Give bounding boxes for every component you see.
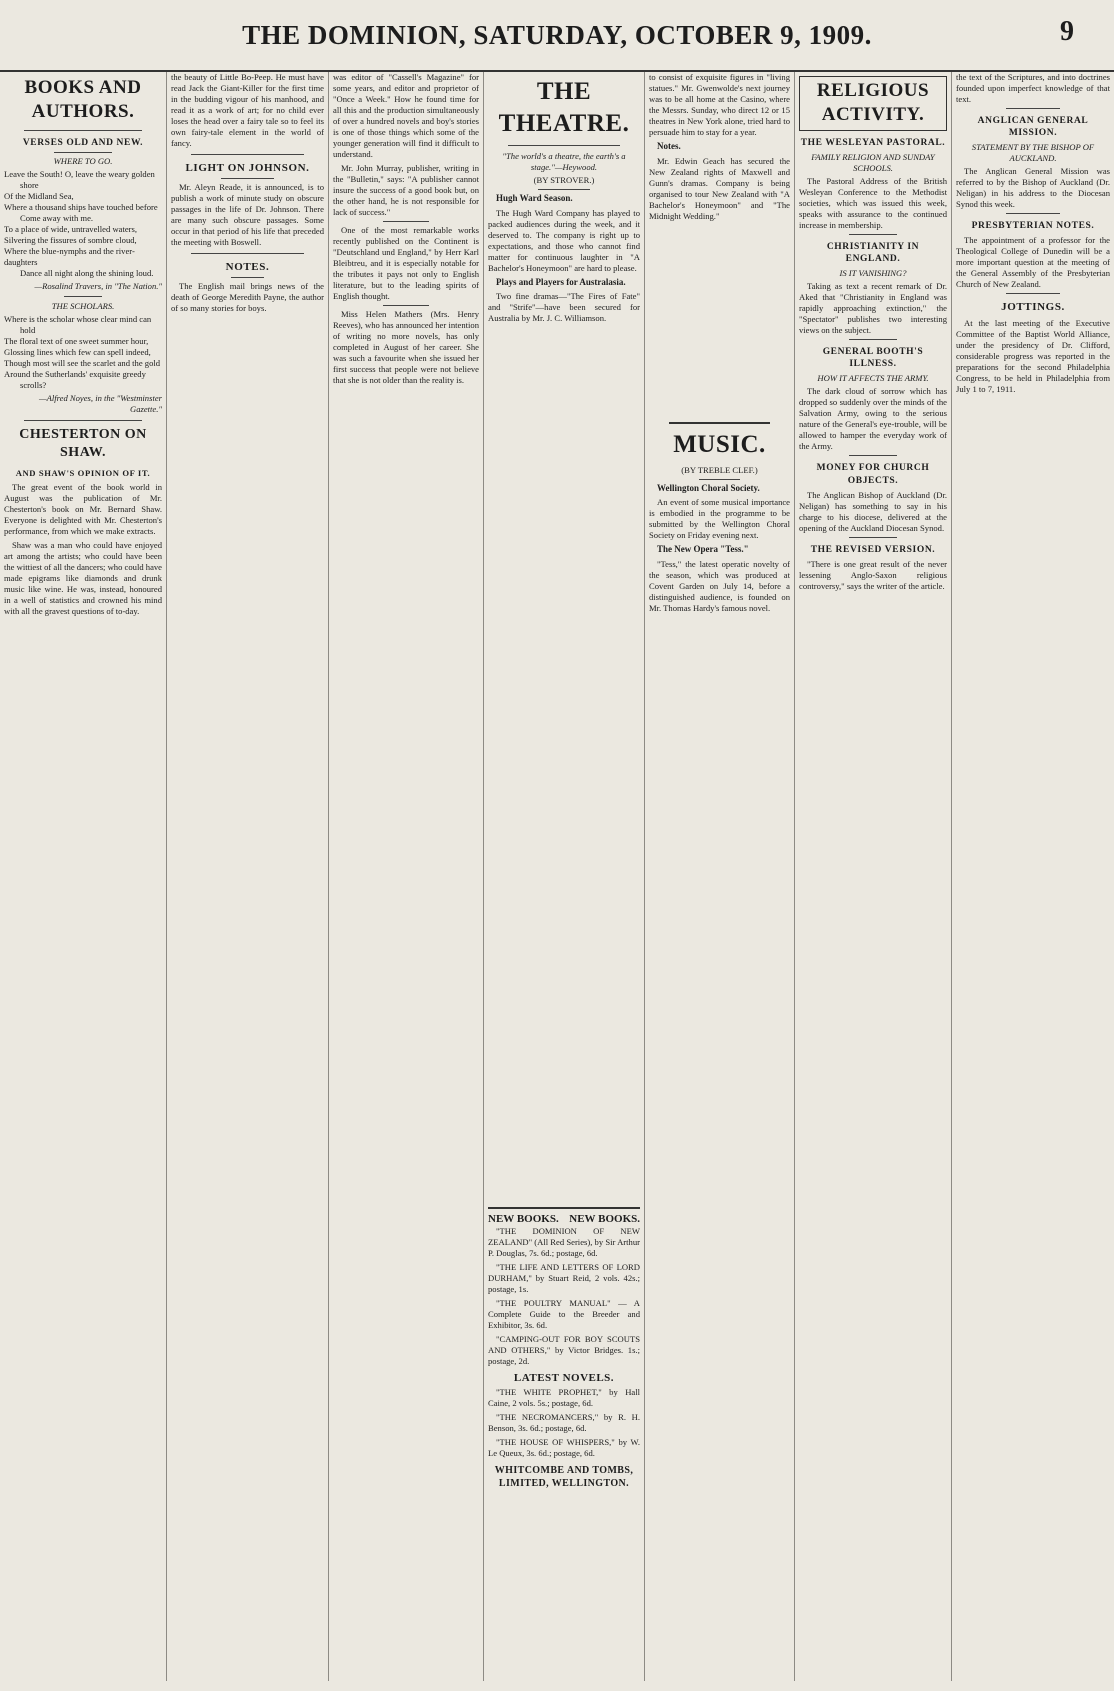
page-number: 9 [1060,16,1074,47]
divider [849,234,897,235]
article-paragraph: The Anglican Bishop of Auckland (Dr. Neligan) has something to say in his charge to his diocese, delivered at the opening of the Auckland Diocesan Synod. [799,489,947,533]
column-religious-notes [952,72,1114,1681]
poem-line: The floral text of one sweet summer hour, [4,335,149,346]
divider [54,152,112,153]
divider [669,422,770,424]
section-title-light-on-johnson: LIGHT ON JOHNSON. [185,162,310,174]
column-religious-activity [795,72,952,1681]
run-in-heading: Hugh Ward Season. [496,193,573,203]
article-paragraph: The dark cloud of sorrow which has dropped so suddenly over the minds of the Salvation Army, owing to the serious nature of the General's eye-trouble, will be allowed to hamper the everyday work of the Army. [799,386,947,452]
article-paragraph: The Anglican General Mission was referred to by the Bishop of Auckland (Dr. Neligan) in his address to the Diocesan Synod this week. [956,166,1110,210]
article-paragraph: Two fine dramas—"The Fires of Fate" and "Strife"—have been secured for Australia by Mr. J. C. Williamson. [488,291,640,324]
article-heading: MONEY FOR CHURCH OBJECTS. [816,463,930,486]
column-books-continued [167,72,329,1681]
article-title-chesterton: CHESTERTON ON SHAW. [19,426,147,460]
divider [383,221,429,222]
poem-line: To a place of wide, untravelled waters, [4,223,138,234]
divider [1006,108,1060,109]
divider [64,296,102,297]
poem-heading: VERSES OLD AND NEW. [22,137,144,148]
poem-line: Dance all night along the shining loud. [20,267,154,278]
divider [24,130,142,131]
article-subheading: STATEMENT BY THE BISHOP OF AUCKLAND. [971,142,1095,164]
divider [849,339,897,340]
music-byline: (BY TREBLE CLEF.) [681,464,758,475]
theatre-motto: "The world's a theatre, the earth's a stage."—Heywood. [502,151,626,172]
poem-line: Of the Midland Sea, [4,190,74,201]
run-in-heading: Wellington Choral Society. [657,482,760,493]
article-paragraph: Miss Helen Mathers (Mrs. Henry Reeves), who has announced her intention of writing no more novels, has only completed in August of her career. She was such a favourite when she issued her first success that people were not believe that she is not older than the reality is. [333,309,479,385]
article-paragraph: "Tess," the latest operatic novelty of the season, which was produced at Covent Garden on July 14, before a distinguished audience, is founded on Mr. Thomas Hardy's famous novel. [649,558,790,613]
divider [231,277,264,278]
article-heading: GENERAL BOOTH'S ILLNESS. [822,347,924,370]
poem-line: Around the Sutherlands' exquisite greedy [4,368,146,379]
article-heading: THE WESLEYAN PASTORAL. [800,137,946,148]
ad-book-listing: "CAMPING-OUT FOR BOY SCOUTS AND OTHERS," by Victor Bridges. 1s.; postage, 2d. [488,1334,640,1367]
article-paragraph: The English mail brings news of the death of George Meredith Payne, the author of so many stories for boys. [171,281,324,314]
article-paragraph: Taking as text a recent remark of Dr. Aked that "Christianity in England was rapidly approaching extinction," the "Spectator" publishes two interesting views on the subject. [799,281,947,336]
divider [849,537,897,538]
ad-header-right: NEW BOOKS. [569,1213,640,1225]
section-title-religious-activity: RELIGIOUS ACTIVITY. [799,76,947,131]
section-title-music: MUSIC. [673,430,766,458]
article-paragraph: Shaw was a man who could have enjoyed art among the artists; who could have been the wittiest of all the dancers; who could have made epigrams like diamonds and drunk music like wine. He was, instead, honoured in a well of statistics and crowned his mind with all the gravest questions of to-day. [4,539,162,616]
article-paragraph: The Pastoral Address of the British Wesleyan Conference to the Methodist societies, which was issued this week, speaks with assurance to the continued increase in membership. [799,175,947,230]
theatre-byline: (BY STROVER.) [533,175,595,185]
divider [191,154,304,155]
poem1-body [4,169,162,279]
column-books-and-authors [0,72,167,1681]
ad-header-left: NEW BOOKS. [488,1213,559,1225]
poem-line: hold [20,324,36,335]
column-books-notes [329,72,484,1681]
poem1-attribution: —Rosalind Travers, in "The Nation." [34,280,162,291]
divider [191,253,304,254]
poem-line: Though most will see the scarlet and the gold [4,357,161,368]
article-paragraph: the beauty of Little Bo-Peep. He must have read Jack the Giant-Killer for the first time in the budding vigour of his manhood, and read it as a work of art; for no child ever loses the head over a fairy tale so to feel its own fairy-tale element in the world of fancy. [171,72,324,148]
article-subtitle-chesterton: AND SHAW'S OPINION OF IT. [15,467,151,478]
poem-line: Silvering the fissures of sombre cloud, [4,234,137,245]
article-paragraph: One of the most remarkable works recently published on the Continent is "Deutschland und England," by Herr Karl Bleibtreu, and it is especially notable for the tributes it pays not only to English literature, but to the leading spirits of English thought. [333,225,479,301]
divider [1006,213,1060,214]
divider [1006,293,1060,294]
divider [24,420,142,421]
article-subheading: IS IT VANISHING? [839,268,907,279]
article-heading: PRESBYTERIAN NOTES. [971,221,1095,232]
article-paragraph: "There is one great result of the never lessening Anglo-Saxon religious controversy," says the writer of the article. [799,558,947,591]
article-paragraph: Mr. John Murray, publisher, writing in the "Bulletin," says: "A publisher cannot insure the success of a good book but, on the other hand, he is not responsible for lack of success." [333,163,479,217]
masthead [0,0,1114,72]
article-paragraph: Mr. Aleyn Reade, it is announced, is to publish a work of minute study on obscure passages in the life of Dr. Johnson. There are many such obscure passages. Some occur in that period of his life that preceded the meeting with Boswell. [171,182,324,248]
bookseller-advertisement [488,1207,640,1491]
ad-book-listing: "THE HOUSE OF WHISPERS," by W. Le Queux, 3s. 6d.; postage, 6d. [488,1437,640,1459]
poem-line: Where is the scholar whose clear mind can [4,313,152,324]
column-theatre [484,72,645,1681]
article-heading: THE REVISED VERSION. [810,544,936,555]
column-theatre-music [645,72,795,1681]
article-paragraph: An event of some musical importance is embodied in the programme to be submitted by the Wellington Choral Society on Friday evening next. [649,497,790,541]
poem1-title: WHERE TO GO. [53,155,113,166]
poem2-body [4,314,162,391]
article-paragraph: The appointment of a professor for the Theological College of Dunedin will be a more important question at the meeting of the General Assembly of the Presbyterian Church of New Zealand. [956,235,1110,290]
run-in-heading: The New Opera "Tess." [657,544,749,555]
article-heading: JOTTINGS. [1001,301,1065,314]
section-title-notes: NOTES. [225,261,270,274]
divider [538,189,590,190]
poem-line: Come away with me. [20,212,94,223]
poem-line: shore [20,179,39,190]
ad-book-listing: "THE POULTRY MANUAL" — A Complete Guide to the Breeder and Exhibitor, 3s. 6d. [488,1298,640,1331]
ad-book-listing: "THE DOMINION OF NEW ZEALAND" (All Red Series), by Sir Arthur P. Douglas, 7s. 6d.; postage, 6d. [488,1226,640,1259]
ad-book-listing: "THE WHITE PROPHET," by Hall Caine, 2 vols. 5s.; postage, 6d. [488,1387,640,1409]
article-paragraph: The great event of the book world in August was the publication of Mr. Chesterton's book on Mr. Bernard Shaw. Everyone is delighted with Mr. Chesterton's performance, from which we make extracts. [4,481,162,536]
article-paragraph: At the last meeting of the Executive Committee of the Baptist World Alliance, under the presidency of Dr. Clifford, considerable progress was reported in the preparations for the second Philadelphia Congress, to be held in Philadelphia from July 1 to 7, 1911. [956,317,1110,394]
article-paragraph: Mr. Edwin Geach has secured the New Zealand rights of Maxwell and Gunn's dramas. Company is being organised to tour New Zealand with "A Bachelor's Honeymoon" and "The Midnight Wedding." [649,155,790,221]
divider [508,145,620,146]
article-paragraph: was editor of "Cassell's Magazine" for some years, and editor and proprietor of "Once a Week." How he found time for all this and the production simultaneously of over a hundred novels and boy's stories is one of those things which some of the younger generation will find it difficult to understand. [333,72,479,159]
article-paragraph: the text of the Scriptures, and into doctrines founded upon imperfect knowledge of that text. [956,72,1110,104]
poem2-attribution: —Alfred Noyes, in the "Westminster Gazette." [38,392,162,414]
run-in-heading: Plays and Players for Australasia. [496,276,626,287]
divider [221,178,274,179]
article-heading: ANGLICAN GENERAL MISSION. [977,116,1089,139]
article-subheading: HOW IT AFFECTS THE ARMY. [817,373,929,384]
divider [849,455,897,456]
article-paragraph: to consist of exquisite figures in "living statues." Mr. Gwenwolde's next journey was to be all home at the Casino, where the Messrs. Sunday, who direct 12 or 15 theatres in New York alone, tried hard to persuade him to stay for a year. [649,72,790,137]
poem-line: scrolls? [20,379,47,390]
page-title: THE DOMINION, SATURDAY, OCTOBER 9, 1909. [242,20,872,50]
poem-line: Where the blue-nymphs and the river-daughters [4,245,135,267]
run-in-heading: Notes. [657,141,681,151]
divider [383,305,429,306]
poem-line: Where a thousand ships have touched before [4,201,158,212]
article-heading: CHRISTIANITY IN ENGLAND. [826,241,920,264]
ad-book-listing: "THE NECROMANCERS," by R. H. Benson, 3s. 6d.; postage, 6d. [488,1412,640,1434]
poem-line: Leave the South! O, leave the weary golden [4,168,155,179]
poem-line: Glossing lines which few can spell indeed, [4,346,151,357]
article-subheading: FAMILY RELIGION AND SUNDAY SCHOOLS. [811,151,935,173]
ad-book-listing: "THE LIFE AND LETTERS OF LORD DURHAM," by Stuart Reid, 2 vols. 42s.; postage, 1s. [488,1262,640,1295]
ad-header-row [488,1212,640,1226]
ad-subheading: LATEST NOVELS. [513,1372,615,1385]
poem2-title: THE SCHOLARS. [51,300,115,311]
section-title-books-and-authors: BOOKS AND AUTHORS. [24,77,142,123]
article-paragraph: The Hugh Ward Company has played to packed audiences during the week, and it deserved to. The company is right up to expectations, and those who cannot find matter for continuous laughter in "A Bachelor's Honeymoon" are hard to please. [488,207,640,273]
ad-footer: WHITCOMBE AND TOMBS, LIMITED, WELLINGTON. [494,1465,634,1489]
section-title-theatre: THE THEATRE. [498,78,630,137]
divider [699,479,740,480]
